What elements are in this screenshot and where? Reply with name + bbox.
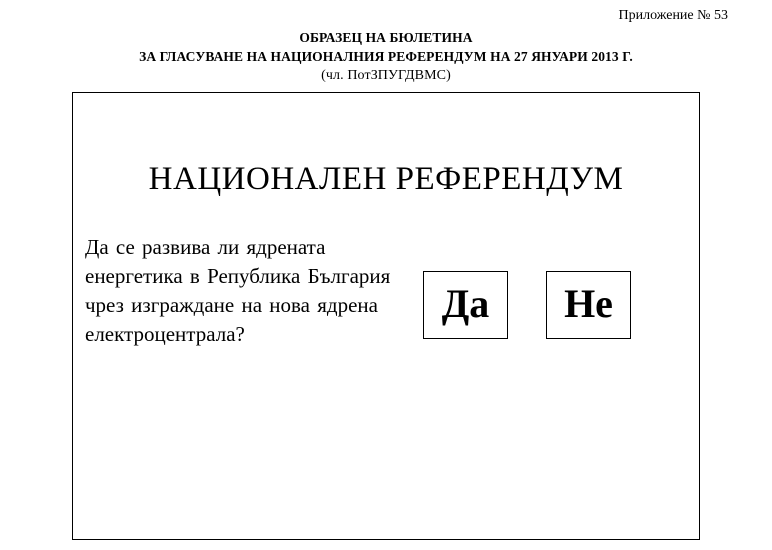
header-line-1: ОБРАЗЕЦ НА БЮЛЕТИНА [299,30,473,45]
vote-options [423,271,631,339]
annex-number: Приложение № 53 [618,8,728,23]
referendum-question: Да се развива ли ядрената енергетика в Република България чрез изграждане на нова ядрена електроцентрала? [85,235,391,346]
ballot-title: НАЦИОНАЛЕН РЕФЕРЕНДУМ [148,161,624,197]
header-line-3: (чл. ПотЗПУГДВМС) [321,68,451,83]
vote-box-yes-label: Да [441,281,490,326]
vote-box-no-label: Не [564,281,613,326]
document-header [0,28,772,86]
header-line-2: ЗА ГЛАСУВАНЕ НА НАЦИОНАЛНИЯ РЕФЕРЕНДУМ НА 27 ЯНУАРИ 2013 Г. [139,49,633,64]
ballot-frame [72,92,700,540]
vote-box-no[interactable] [546,271,631,339]
vote-box-yes[interactable] [423,271,508,339]
